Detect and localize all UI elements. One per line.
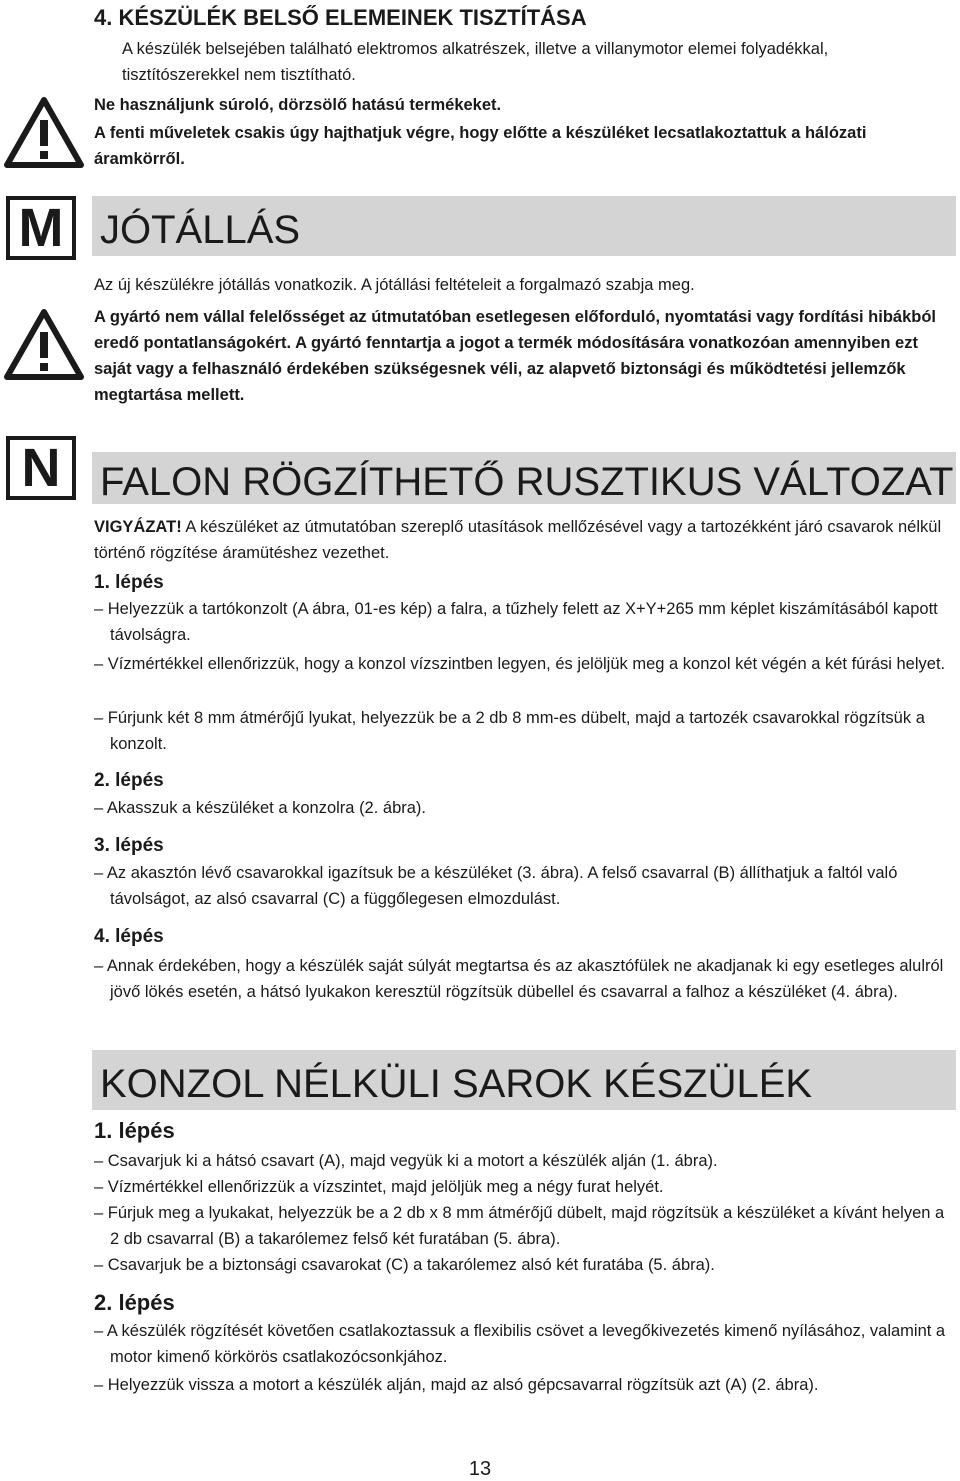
- step-heading: 2. lépés: [94, 1290, 175, 1315]
- list-item: – Az akasztón lévő csavarokkal igazítsuk be a készüléket (3. ábra). A felső csavarral (B) állíthatjuk a faltól való távolságot, az alsó csavarral (C) a függőlegesen elmozdulást.: [94, 860, 950, 912]
- list-item: – Csavarjuk be a biztonsági csavarokat (C) a takarólemez alsó két furatába (5. ábra).: [94, 1252, 950, 1278]
- section-title: JÓTÁLLÁS: [100, 208, 301, 252]
- list-item: – Annak érdekében, hogy a készülék saját súlyát megtartsa és az akasztófülek ne akadjanak ki egy esetleges alulról jövő lökés esetén, a hátsó lyukakon keresztül rögzítsük dübellel és csavarral a falhoz a készüléket (4. ábra).: [94, 953, 950, 1005]
- section-title-band: [92, 452, 956, 504]
- section-title: FALON RÖGZÍTHETŐ RUSZTIKUS VÁLTOZAT: [100, 460, 954, 504]
- list-item: – Vízmértékkel ellenőrizzük a vízszintet, majd jelöljük meg a négy furat helyét.: [94, 1174, 950, 1200]
- list-item: – Helyezzük vissza a motort a készülék alján, majd az alsó gépcsavarral rögzítsük azt (A) (2. ábra).: [94, 1372, 950, 1398]
- warning-text: A fenti műveletek csakis úgy hajthatjuk végre, hogy előtte a készüléket lecsatlakoztattuk a hálózati áramkörről.: [94, 124, 867, 168]
- warning-triangle-icon: [4, 308, 84, 380]
- guarantee-text: Az új készülékre jótállás vonatkozik. A jótállási feltételeit a forgalmazó szabja meg.: [94, 276, 695, 294]
- list-item: – Fúrjunk két 8 mm átmérőjű lyukat, helyezzük be a 2 db 8 mm-es dübelt, majd a tartozék csavarokkal rögzítsük a konzolt.: [94, 705, 950, 757]
- disclaimer-text: A gyártó nem vállal felelősséget az útmutatóban esetlegesen előforduló, nyomtatási vagy fordítási hibákból eredő pontatlanságokért. A gyártó fenntartja a jogot a termék módosítására vonatkozóan amennyiben ezt saját vagy a felhasználó érdekében szükségesnek véli, az alapvető biztonsági és működtetési jellemzők megtartása mellett.: [94, 308, 937, 404]
- caution-label: VIGYÁZAT!: [94, 518, 182, 536]
- list-item: – Akasszuk a készüléket a konzolra (2. ábra).: [94, 795, 950, 821]
- section-paragraph: A készülék belsejében található elektromos alkatrészek, illetve a villanymotor elemei folyadékkal, tisztítószerekkel nem tisztítható.: [122, 40, 829, 84]
- page-number: 13: [468, 1458, 492, 1480]
- step-heading: 4. lépés: [94, 926, 164, 947]
- section-title-band: [92, 1050, 956, 1110]
- step-heading: 1. lépés: [94, 1118, 175, 1143]
- section-marker-n: N: [6, 436, 76, 500]
- list-item: – Vízmértékkel ellenőrizzük, hogy a konzol vízszintben legyen, és jelöljük meg a konzol két végén a két fúrási helyet.: [94, 651, 950, 677]
- step-heading: 3. lépés: [94, 835, 164, 856]
- step-heading: 2. lépés: [94, 770, 164, 791]
- section-marker-m: M: [6, 196, 76, 260]
- warning-text: Ne használjunk súroló, dörzsölő hatású termékeket.: [94, 96, 502, 114]
- section-heading: 4. KÉSZÜLÉK BELSŐ ELEMEINEK TISZTÍTÁSA: [94, 5, 587, 30]
- warning-triangle-icon: [4, 96, 84, 168]
- list-item: – Helyezzük a tartókonzolt (A ábra, 01-es kép) a falra, a tűzhely felett az X+Y+265 mm képlet kiszámításából kapott távolságra.: [94, 596, 950, 648]
- section-title-band: [92, 196, 956, 256]
- step-heading: 1. lépés: [94, 572, 164, 593]
- section-title: KONZOL NÉLKÜLI SAROK KÉSZÜLÉK: [100, 1062, 813, 1106]
- list-item: – Fúrjuk meg a lyukakat, helyezzük be a 2 db x 8 mm átmérőjű dübelt, majd rögzítsük a készüléket a kívánt helyen a 2 db csavarral (B) a takarólemez felső két furatában (5. ábra).: [94, 1200, 950, 1252]
- list-item: – A készülék rögzítését követően csatlakoztassuk a flexibilis csövet a levegőkivezetés kimenő nyílásához, valamint a motor kimenő körkörös csatlakozócsonkjához.: [94, 1318, 950, 1370]
- list-item: – Csavarjuk ki a hátsó csavart (A), majd vegyük ki a motort a készülék alján (1. ábra).: [94, 1148, 950, 1174]
- caution-text: A készüléket az útmutatóban szereplő utasítások mellőzésével vagy a tartozékként járó csavarok nélkül történő rögzítése áramütéshez vezethet.: [94, 518, 942, 562]
- caution-paragraph: [94, 514, 952, 566]
